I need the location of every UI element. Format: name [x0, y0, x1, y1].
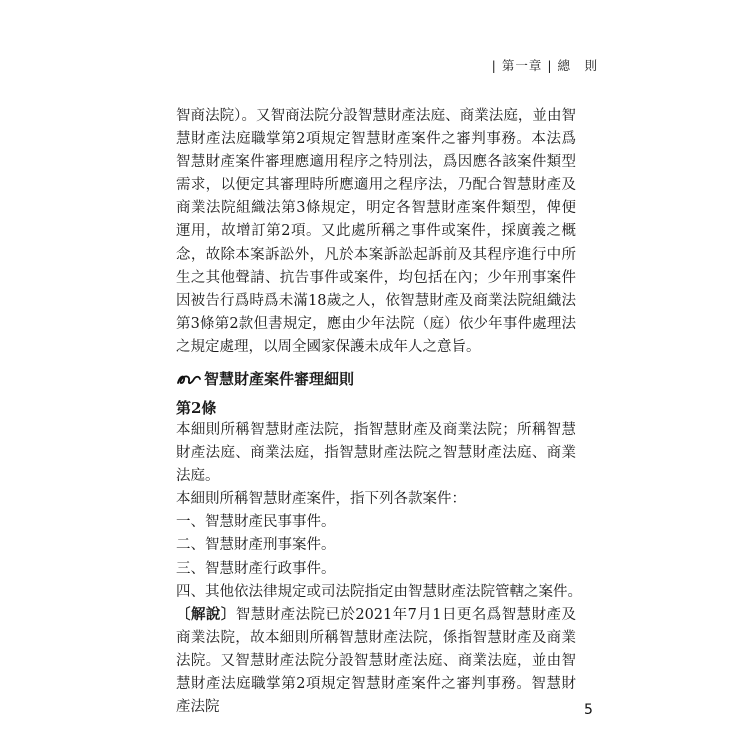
article-item-2: 二、智慧財產刑事案件。: [176, 537, 336, 554]
running-head: | 第一章 | 總 則: [491, 58, 598, 73]
article-body: [176, 419, 582, 719]
section-ornament-icon: [176, 371, 202, 387]
top-paragraph: 智商法院）。又智商法院分設智慧財產法庭、商業法庭，並由智慧財產法庭職掌第2項規定智慧財產案件之審判事務。本法爲智慧財產案件審理應適用程序之特別法，爲因應各該案件類型需求，以便定其審理時所應適用之程序法，乃配合智慧財產及商業法院組織法第3條規定，明定各智慧財產案件類型，俾便運用，故增訂第2項。又此處所稱之事件或案件，採廣義之概念，故除本案訴訟外，凡於本案訴訟起訴前及其程序進行中所生之其他聲請、抗告事件或案件，均包括在內；少年刑事案件因被告行爲時爲未滿18歲之人，依智慧財產及商業法院組織法第3條第2款但書規定，應由少年法院（庭）依少年事件處理法之規定處理，以周全國家保護未成年人之意旨。: [176, 108, 576, 355]
article-paragraph-1: 本細則所稱智慧財產法院，指智慧財產及商業法院；所稱智慧財產法庭、商業法庭，指智慧財產法院之智慧財產法庭、商業法庭。: [176, 422, 576, 485]
commentary-text: 智慧財產法院已於2021年7月1日更名爲智慧財產及商業法院，故本細則所稱智慧財產法院，係指智慧財產及商業法院。又智慧財產法院分設智慧財產法庭、商業法庭，並由智慧財產法庭職掌第2項規定智慧財產案件之審判事務。智慧財產法院: [176, 606, 577, 716]
article-item-1: 一、智慧財產民事事件。: [176, 514, 336, 531]
commentary: [176, 604, 576, 719]
article-item-3: 三、智慧財產行政事件。: [176, 560, 336, 577]
article-item-4: 四、其他依法律規定或司法院指定由智慧財產法院管轄之案件。: [176, 583, 582, 600]
commentary-tag: 〔解說〕: [176, 606, 236, 623]
section-heading-text: 智慧財產案件審理細則: [204, 370, 355, 388]
section-heading: [176, 368, 576, 390]
article-label: 第2條: [176, 399, 217, 417]
article-paragraph-2: 本細則所稱智慧財產案件，指下列各款案件：: [176, 491, 466, 508]
page-number: 5: [584, 702, 593, 718]
